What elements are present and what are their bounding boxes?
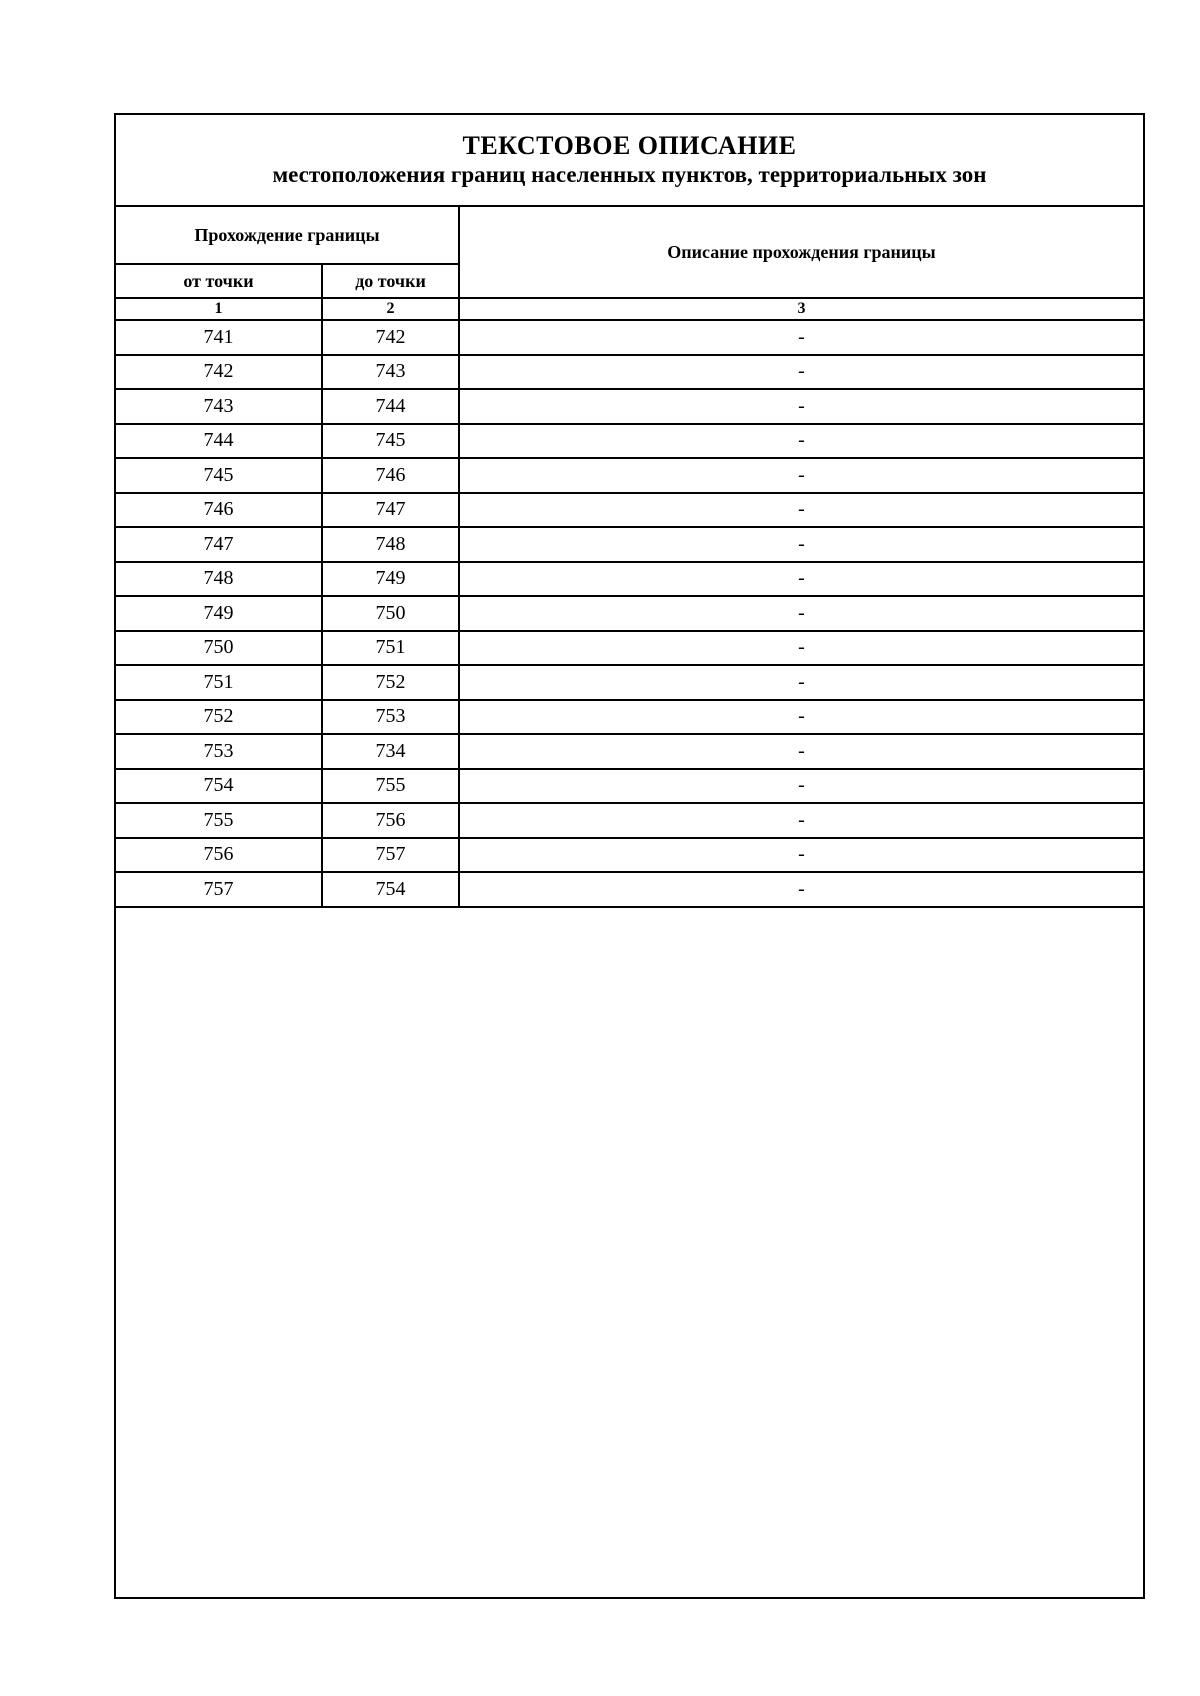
from-point-header-cell: от точки <box>116 264 322 298</box>
boundary-table-body <box>116 207 1143 907</box>
from-point-cell: 747 <box>116 527 322 562</box>
description-cell: - <box>459 872 1143 907</box>
description-cell: - <box>459 596 1143 631</box>
group-header-cell: Прохождение границы <box>116 207 459 264</box>
description-cell: - <box>459 458 1143 493</box>
to-point-cell: 749 <box>322 562 459 597</box>
table-row <box>116 493 1143 528</box>
to-point-cell: 757 <box>322 838 459 873</box>
description-cell: - <box>459 769 1143 804</box>
description-cell: - <box>459 665 1143 700</box>
table-row <box>116 596 1143 631</box>
from-point-cell: 755 <box>116 803 322 838</box>
to-point-cell: 752 <box>322 665 459 700</box>
table-row <box>116 872 1143 907</box>
description-cell: - <box>459 562 1143 597</box>
to-point-cell: 744 <box>322 389 459 424</box>
description-cell: - <box>459 803 1143 838</box>
column-number-cell: 1 <box>116 298 322 320</box>
table-row <box>116 527 1143 562</box>
to-point-cell: 747 <box>322 493 459 528</box>
column-number-cell: 3 <box>459 298 1143 320</box>
to-point-cell: 748 <box>322 527 459 562</box>
column-number-cell: 2 <box>322 298 459 320</box>
title-block <box>116 115 1143 207</box>
description-cell: - <box>459 527 1143 562</box>
from-point-cell: 744 <box>116 424 322 459</box>
table-row <box>116 458 1143 493</box>
table-row <box>116 631 1143 666</box>
description-header-cell: Описание прохождения границы <box>459 207 1143 298</box>
table-row <box>116 700 1143 735</box>
from-point-cell: 750 <box>116 631 322 666</box>
document-frame <box>114 113 1145 1599</box>
from-point-cell: 756 <box>116 838 322 873</box>
document-title: ТЕКСТОВОЕ ОПИСАНИЕ <box>462 131 797 160</box>
from-point-cell: 745 <box>116 458 322 493</box>
description-cell: - <box>459 700 1143 735</box>
table-row <box>116 769 1143 804</box>
table-row <box>116 734 1143 769</box>
document-subtitle: местоположения границ населенных пунктов, территориальных зон <box>272 162 987 187</box>
from-point-cell: 746 <box>116 493 322 528</box>
to-point-cell: 753 <box>322 700 459 735</box>
to-point-cell: 745 <box>322 424 459 459</box>
to-point-cell: 755 <box>322 769 459 804</box>
table-row <box>116 389 1143 424</box>
to-point-cell: 751 <box>322 631 459 666</box>
table-row <box>116 803 1143 838</box>
to-point-cell: 746 <box>322 458 459 493</box>
description-cell: - <box>459 389 1143 424</box>
table-row <box>116 320 1143 355</box>
to-point-cell: 742 <box>322 320 459 355</box>
table-row <box>116 562 1143 597</box>
to-point-cell: 750 <box>322 596 459 631</box>
from-point-cell: 749 <box>116 596 322 631</box>
to-point-header-cell: до точки <box>322 264 459 298</box>
table-row <box>116 838 1143 873</box>
from-point-cell: 748 <box>116 562 322 597</box>
description-cell: - <box>459 320 1143 355</box>
from-point-cell: 754 <box>116 769 322 804</box>
from-point-cell: 741 <box>116 320 322 355</box>
boundary-table <box>116 207 1143 908</box>
table-row <box>116 424 1143 459</box>
description-cell: - <box>459 424 1143 459</box>
from-point-cell: 757 <box>116 872 322 907</box>
to-point-cell: 743 <box>322 355 459 390</box>
description-cell: - <box>459 355 1143 390</box>
table-row <box>116 665 1143 700</box>
from-point-cell: 752 <box>116 700 322 735</box>
description-cell: - <box>459 838 1143 873</box>
to-point-cell: 734 <box>322 734 459 769</box>
from-point-cell: 751 <box>116 665 322 700</box>
from-point-cell: 753 <box>116 734 322 769</box>
to-point-cell: 756 <box>322 803 459 838</box>
from-point-cell: 742 <box>116 355 322 390</box>
description-cell: - <box>459 631 1143 666</box>
description-cell: - <box>459 734 1143 769</box>
column-number-row <box>116 298 1143 320</box>
from-point-cell: 743 <box>116 389 322 424</box>
table-row <box>116 355 1143 390</box>
description-cell: - <box>459 493 1143 528</box>
header-row-group <box>116 207 1143 264</box>
to-point-cell: 754 <box>322 872 459 907</box>
